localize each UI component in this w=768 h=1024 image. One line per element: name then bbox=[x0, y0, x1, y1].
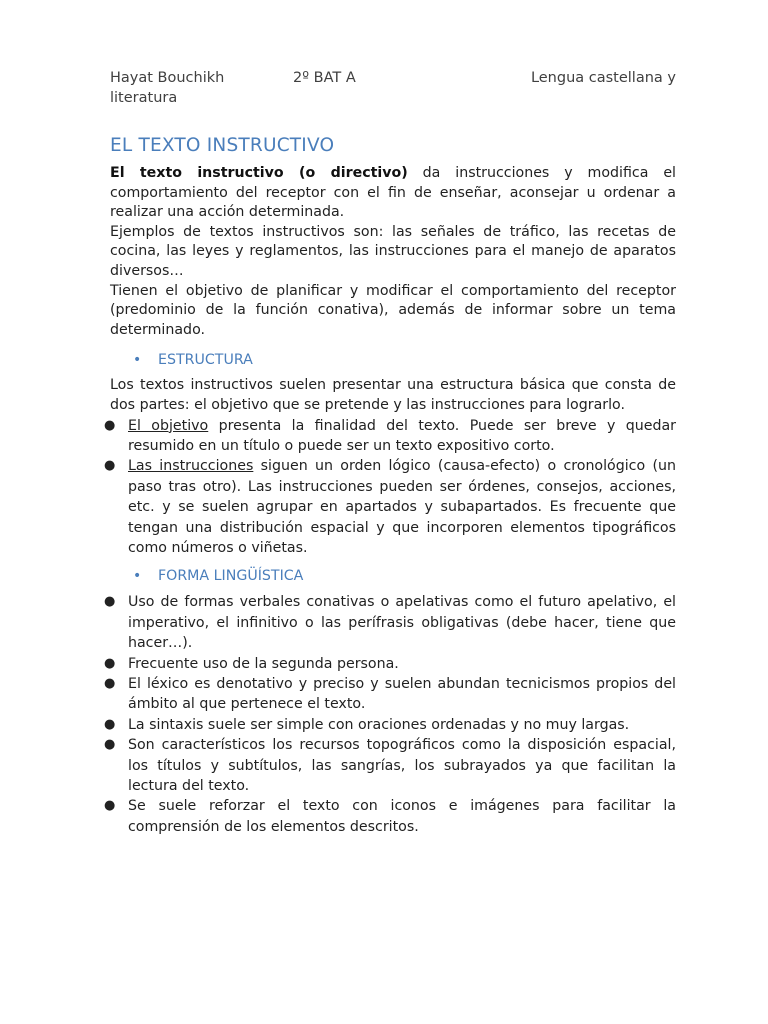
author-name: Hayat Bouchikh bbox=[110, 70, 225, 86]
bullet-icon: ● bbox=[104, 716, 116, 732]
subject-label-continued: literatura bbox=[110, 90, 178, 106]
section-heading-label: FORMA LINGÜÍSTICA bbox=[158, 568, 304, 585]
forma-list bbox=[104, 592, 676, 837]
estructura-list bbox=[104, 416, 677, 559]
list-item-text: La sintaxis suele ser simple con oraciones ordenadas y no muy largas. bbox=[128, 716, 630, 733]
bullet-icon: ● bbox=[104, 655, 116, 671]
bullet-icon: ● bbox=[104, 594, 116, 610]
list-item bbox=[104, 715, 676, 735]
bullet-icon: • bbox=[133, 352, 142, 369]
list-item-text: siguen un orden lógico (causa-efecto) o cronológico (un paso tras otro). Las instrucciones pueden ser órdenes, consejos, acciones, etc. y se suelen agrupar en apartados y subapartados. Es frecuente que tengan una distribución espacial y que incorporen elementos tipográficos como números o viñetas. bbox=[128, 458, 676, 556]
list-item bbox=[104, 654, 676, 674]
estructura-intro: Los textos instructivos suelen presentar una estructura básica que consta de dos partes: el objetivo que se pretende y las instrucciones para lograrlo. bbox=[110, 377, 676, 413]
bullet-icon: ● bbox=[104, 798, 116, 814]
examples-paragraph: Ejemplos de textos instructivos son: las señales de tráfico, las recetas de cocina, las leyes y reglamentos, las instrucciones para el manejo de aparatos diversos… bbox=[110, 223, 676, 279]
subject-label: Lengua castellana y bbox=[530, 70, 676, 86]
list-item bbox=[104, 796, 676, 837]
list-item bbox=[104, 592, 676, 653]
document-page bbox=[104, 68, 677, 837]
list-item-term: Las instrucciones bbox=[128, 458, 254, 475]
list-item-text: Son característicos los recursos topográficos como la disposición espacial, los títulos y subtítulos, las sangrías, los subrayados ya que facilitan la lectura del texto. bbox=[128, 737, 676, 795]
list-item bbox=[104, 416, 677, 457]
definition-term: El texto instructivo (o directivo) bbox=[110, 165, 408, 181]
bullet-icon: • bbox=[133, 568, 142, 585]
list-item-text: Se suele reforzar el texto con iconos e imágenes para facilitar la comprensión de los elementos descritos. bbox=[128, 798, 676, 835]
bullet-icon: ● bbox=[104, 676, 116, 691]
definition-text: da instrucciones y modifica el comportamiento del receptor con el fin de enseñar, aconsejar u ordenar a realizar una acción determinada. bbox=[110, 165, 676, 221]
course-label: 2º BAT A bbox=[293, 70, 356, 86]
bullet-icon: ● bbox=[104, 417, 116, 433]
bullet-icon: ● bbox=[104, 458, 116, 474]
list-item-text: Uso de formas verbales conativas o apelativas como el futuro apelativo, el imperativo, el infinitivo o las perífrasis obligativas (debe hacer, tiene que hacer…). bbox=[128, 594, 676, 652]
list-item-text: Frecuente uso de la segunda persona. bbox=[128, 655, 399, 672]
list-item-text: presenta la finalidad del texto. Puede ser breve y quedar resumido en un título o puede ser un texto expositivo corto. bbox=[128, 417, 677, 454]
objective-paragraph: Tienen el objetivo de planificar y modificar el comportamiento del receptor (predominio de la función conativa), además de informar sobre un tema determinado. bbox=[110, 282, 676, 338]
bullet-icon: ● bbox=[104, 737, 116, 753]
list-item-term: El objetivo bbox=[128, 417, 209, 434]
section-heading-forma bbox=[110, 566, 676, 586]
list-item-text: El léxico es denotativo y preciso y suelen abundan tecnicismos propios del ámbito al que pertenece el texto. bbox=[128, 676, 676, 713]
document-header bbox=[110, 68, 676, 110]
list-item bbox=[104, 735, 676, 796]
section-heading-label: ESTRUCTURA bbox=[158, 352, 253, 369]
list-item bbox=[104, 456, 676, 558]
section-heading-estructura bbox=[110, 350, 676, 370]
list-item bbox=[104, 674, 676, 715]
document-title: EL TEXTO INSTRUCTIVO bbox=[110, 135, 335, 156]
definition-paragraph bbox=[110, 164, 676, 223]
